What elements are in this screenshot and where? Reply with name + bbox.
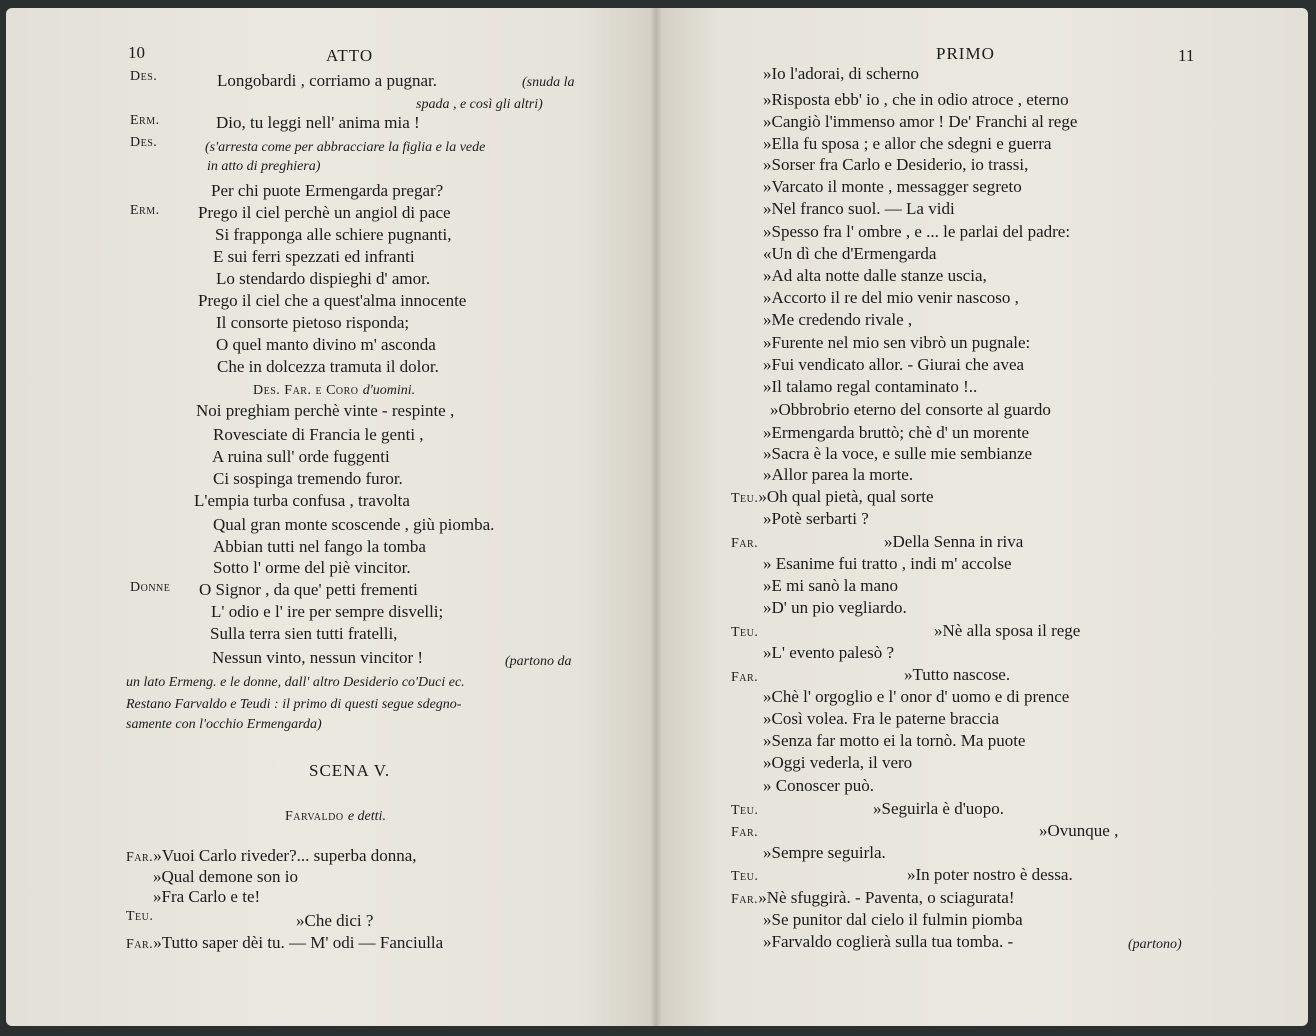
verse-line bbox=[763, 376, 977, 398]
verse-line bbox=[763, 133, 1051, 155]
verse-line bbox=[763, 154, 1028, 176]
verse-text: Cangiò l'immenso amor ! De' Franchi al rege bbox=[771, 112, 1078, 131]
verse-line bbox=[763, 708, 999, 730]
verse-line bbox=[763, 775, 874, 797]
verse-line: Nessun vinto, nessun vincitor ! bbox=[212, 648, 424, 667]
quote-mark: » bbox=[758, 487, 767, 506]
verse-text: Sacra è la voce, e sulle mie sembianze bbox=[771, 444, 1033, 463]
speaker: Erm. bbox=[130, 113, 160, 128]
verse-line: O quel manto divino m' asconda bbox=[216, 335, 436, 354]
speaker: Teu. bbox=[126, 909, 154, 924]
verse-line: Sulla terra sien tutti fratelli, bbox=[210, 624, 398, 643]
verse-line bbox=[763, 642, 894, 664]
quote-mark: » bbox=[763, 355, 772, 374]
quote-mark: » bbox=[763, 266, 772, 285]
verse-text: Oggi vederla, il vero bbox=[771, 753, 913, 772]
quote-mark: » bbox=[763, 509, 772, 528]
quote-mark: » bbox=[153, 887, 162, 906]
verse-text: Ad alta notte dalle stanze uscia, bbox=[771, 266, 987, 285]
verse-line: Che in dolcezza tramuta il dolor. bbox=[217, 357, 439, 376]
quote-mark: » bbox=[763, 465, 772, 484]
quote-mark: » bbox=[763, 776, 772, 795]
verse-line bbox=[763, 111, 1077, 133]
verse-text: Me credendo rivale , bbox=[771, 310, 913, 329]
verse-line: Dio, tu leggi nell' anima mia ! bbox=[216, 113, 420, 132]
verse-line: Qual gran monte scoscende , giù piomba. bbox=[213, 515, 495, 534]
quote-mark: » bbox=[770, 400, 779, 419]
verse-line: Per chi puote Ermengarda pregar? bbox=[211, 181, 444, 200]
chorus-heading-names: Des. Far. e Coro bbox=[253, 383, 359, 398]
stage-direction: (partono) bbox=[1128, 937, 1182, 952]
verse-text: Fra Carlo e te! bbox=[161, 887, 261, 906]
speaker: Far. bbox=[731, 892, 759, 907]
verse-line: Rovesciate di Francia le genti , bbox=[213, 425, 424, 444]
quote-mark: » bbox=[763, 134, 772, 153]
quote-mark: » bbox=[763, 753, 772, 772]
verse-text: Se punitor dal cielo il fulmin piomba bbox=[771, 910, 1023, 929]
verse-text: Nè sfuggirà. - Paventa, o sciagurata! bbox=[766, 888, 1015, 907]
verse-line: A ruina sull' orde fuggenti bbox=[212, 447, 390, 466]
verse-text: In poter nostro è dessa. bbox=[915, 865, 1073, 884]
quote-mark: » bbox=[763, 288, 772, 307]
verse-line: L' odio e l' ire per sempre disvelli; bbox=[211, 602, 444, 621]
speaker: Donne bbox=[130, 580, 171, 595]
verse-text: Della Senna in riva bbox=[892, 532, 1024, 551]
quote-mark: » bbox=[153, 933, 162, 952]
dialogue-line bbox=[153, 886, 260, 908]
running-head: PRIMO bbox=[936, 44, 995, 63]
quote-mark: » bbox=[763, 709, 772, 728]
verse-line: E sui ferri spezzati ed infranti bbox=[213, 247, 415, 266]
quote-mark: » bbox=[763, 199, 772, 218]
verse-line bbox=[884, 531, 1023, 553]
verse-text: Chè l' orgoglio e l' onor d' uomo e di prence bbox=[771, 687, 1070, 706]
quote-mark: » bbox=[763, 687, 772, 706]
verse-line bbox=[763, 443, 1032, 465]
quote-mark: » bbox=[763, 843, 772, 862]
quote-mark: » bbox=[763, 177, 772, 196]
dialogue-line bbox=[296, 910, 373, 932]
speaker: Teu. bbox=[731, 803, 759, 818]
verse-line bbox=[763, 553, 1012, 575]
quote-mark: » bbox=[758, 888, 767, 907]
verse-line: Lo stendardo dispieghi d' amor. bbox=[216, 269, 431, 288]
verse-line bbox=[763, 464, 913, 486]
verse-text: Conoscer può. bbox=[771, 776, 874, 795]
verse-text: Varcato il monte , messagger segreto bbox=[771, 177, 1022, 196]
verse-line bbox=[763, 597, 907, 619]
verse-line bbox=[763, 931, 1013, 953]
dialogue-line bbox=[731, 887, 1015, 911]
verse-text: Farvaldo coglierà sulla tua tomba. - bbox=[771, 932, 1014, 951]
speaker: Erm. bbox=[130, 203, 160, 218]
verse-text: Qual demone son io bbox=[161, 867, 298, 886]
quote-mark: » bbox=[763, 333, 772, 352]
verse-text: Sorser fra Carlo e Desiderio, io trassi, bbox=[771, 155, 1029, 174]
verse-line bbox=[763, 422, 1029, 444]
verse-line bbox=[763, 332, 1030, 354]
stage-direction: in atto di preghiera) bbox=[207, 159, 321, 174]
quote-mark: » bbox=[763, 90, 772, 109]
verse-text: E mi sanò la mano bbox=[771, 576, 899, 595]
verse-line bbox=[763, 730, 1025, 752]
verse-text: Nel franco suol. — La vidi bbox=[771, 199, 955, 218]
verse-text: Tutto saper dèi tu. — M' odi — Fanciulla bbox=[161, 933, 444, 952]
verse-text: Che dici ? bbox=[304, 911, 374, 930]
verse-line: Il consorte pietoso risponda; bbox=[216, 313, 410, 332]
dialogue-line bbox=[153, 866, 298, 888]
verse-line bbox=[763, 63, 919, 85]
quote-mark: » bbox=[884, 532, 893, 551]
quote-mark: » bbox=[873, 799, 882, 818]
verse-line bbox=[770, 399, 1051, 421]
verse-text: Il talamo regal contaminato !.. bbox=[771, 377, 978, 396]
chorus-heading-note: d'uomini. bbox=[362, 383, 416, 398]
quote-mark: » bbox=[763, 377, 772, 396]
verse-text: Spesso fra l' ombre , e ... le parlai del padre: bbox=[771, 222, 1071, 241]
quote-mark: » bbox=[763, 64, 772, 83]
page-number: 10 bbox=[128, 43, 145, 62]
verse-line bbox=[763, 842, 886, 864]
verse-text: Fui vendicato allor. - Giurai che avea bbox=[771, 355, 1025, 374]
stage-direction: spada , e così gli altri) bbox=[416, 97, 543, 112]
scene-cast-note: e detti. bbox=[347, 809, 386, 824]
verse-line: Prego il ciel che a quest'alma innocente bbox=[198, 291, 467, 310]
speaker: Teu. bbox=[731, 869, 759, 884]
verse-line bbox=[763, 752, 912, 774]
verse-line bbox=[763, 287, 1019, 309]
verse-text: Furente nel mio sen vibrò un pugnale: bbox=[771, 333, 1031, 352]
verse-line: Sotto l' orme del piè vincitor. bbox=[213, 558, 411, 577]
verse-line: Ci sospinga tremendo furor. bbox=[213, 469, 403, 488]
verse-text: Vuoi Carlo riveder?... superba donna, bbox=[161, 846, 417, 865]
verse-text: L' evento palesò ? bbox=[771, 643, 894, 662]
speaker: Far. bbox=[731, 670, 759, 685]
stage-direction: Restano Farvaldo e Teudi : il primo di questi segue sdegno- bbox=[126, 697, 462, 712]
verse-text: Ella fu sposa ; e allor che sdegni e guerra bbox=[771, 134, 1052, 153]
verse-text: D' un pio vegliardo. bbox=[771, 598, 907, 617]
book-gutter bbox=[650, 8, 662, 1026]
verse-text: Accorto il re del mio venir nascoso , bbox=[771, 288, 1019, 307]
speaker: Far. bbox=[126, 937, 154, 952]
speaker: Far. bbox=[731, 825, 759, 840]
speaker: Des. bbox=[130, 135, 158, 150]
speaker: Teu. bbox=[731, 625, 759, 640]
verse-text: Sempre seguirla. bbox=[771, 843, 886, 862]
scene-title: SCENA V. bbox=[309, 761, 391, 780]
verse-text: Potè serbarti ? bbox=[771, 509, 869, 528]
scene-cast bbox=[285, 804, 386, 828]
quote-mark: « bbox=[763, 244, 772, 263]
verse-line bbox=[763, 243, 936, 265]
verse-line bbox=[1039, 820, 1118, 842]
page-number: 11 bbox=[1178, 46, 1195, 65]
verse-line bbox=[763, 265, 987, 287]
verse-line bbox=[763, 354, 1024, 376]
verse-line bbox=[763, 686, 1069, 708]
verse-line: Longobardi , corriamo a pugnar. bbox=[217, 71, 437, 90]
stage-direction: (partono da bbox=[505, 654, 572, 669]
running-head: ATTO bbox=[326, 46, 374, 65]
quote-mark: » bbox=[763, 598, 772, 617]
quote-mark: » bbox=[763, 910, 772, 929]
quote-mark: » bbox=[934, 621, 943, 640]
verse-text: Nè alla sposa il rege bbox=[942, 621, 1081, 640]
quote-mark: » bbox=[907, 865, 916, 884]
verse-text: Senza far motto ei la tornò. Ma puote bbox=[771, 731, 1026, 750]
verse-text: Ermengarda bruttò; chè d' un morente bbox=[771, 423, 1029, 442]
verse-text: Allor parea la morte. bbox=[771, 465, 914, 484]
dialogue-line bbox=[126, 932, 443, 956]
verse-text: Tutto nascose. bbox=[912, 665, 1011, 684]
verse-text: Seguirla è d'uopo. bbox=[881, 799, 1005, 818]
verse-line bbox=[763, 176, 1022, 198]
quote-mark: » bbox=[763, 554, 772, 573]
verse-line: Prego il ciel perchè un angiol di pace bbox=[198, 203, 451, 222]
verse-text: Esanime fui tratto , indi m' accolse bbox=[771, 554, 1012, 573]
verse-text: Ovunque , bbox=[1047, 821, 1119, 840]
speaker: Far. bbox=[731, 536, 759, 551]
speaker: Far. bbox=[126, 850, 154, 865]
quote-mark: » bbox=[153, 867, 162, 886]
quote-mark: » bbox=[763, 643, 772, 662]
quote-mark: » bbox=[763, 310, 772, 329]
quote-mark: » bbox=[763, 576, 772, 595]
speaker: Des. bbox=[130, 69, 158, 84]
verse-line bbox=[763, 198, 955, 220]
verse-line bbox=[907, 864, 1073, 886]
scene-cast-name: Farvaldo bbox=[285, 809, 344, 824]
stage-direction: samente con l'occhio Ermengarda) bbox=[126, 717, 322, 732]
quote-mark: » bbox=[904, 665, 913, 684]
verse-text: Così volea. Fra le paterne braccia bbox=[771, 709, 1000, 728]
dialogue-line bbox=[731, 486, 934, 510]
verse-line: Abbian tutti nel fango la tomba bbox=[213, 537, 426, 556]
verse-line: Si frapponga alle schiere pugnanti, bbox=[215, 225, 452, 244]
verse-line: O Signor , da que' petti frementi bbox=[199, 580, 418, 599]
verse-line bbox=[904, 664, 1010, 686]
stage-direction: (s'arresta come per abbracciare la figlia e la vede bbox=[205, 140, 486, 155]
stage-direction: un lato Ermeng. e le donne, dall' altro Desiderio co'Duci ec. bbox=[126, 675, 465, 690]
quote-mark: » bbox=[153, 846, 162, 865]
verse-line: L'empia turba confusa , travolta bbox=[194, 491, 410, 510]
verse-line bbox=[763, 309, 912, 331]
verse-text: Risposta ebb' io , che in odio atroce , eterno bbox=[771, 90, 1069, 109]
quote-mark: » bbox=[763, 155, 772, 174]
quote-mark: » bbox=[763, 932, 772, 951]
verse-line bbox=[873, 798, 1004, 820]
quote-mark: » bbox=[763, 222, 772, 241]
verse-line bbox=[763, 575, 898, 597]
verse-text: Oh qual pietà, qual sorte bbox=[766, 487, 934, 506]
speaker: Teu. bbox=[731, 491, 759, 506]
verse-line bbox=[934, 620, 1080, 642]
verse-line bbox=[763, 909, 1023, 931]
quote-mark: » bbox=[763, 423, 772, 442]
stage-direction: (snuda la bbox=[522, 75, 575, 90]
quote-mark: » bbox=[763, 444, 772, 463]
verse-line bbox=[763, 221, 1070, 243]
verse-text: Io l'adorai, di scherno bbox=[771, 64, 920, 83]
verse-line: Noi preghiam perchè vinte - respinte , bbox=[196, 401, 455, 420]
verse-text: Obbrobrio eterno del consorte al guardo bbox=[778, 400, 1051, 419]
quote-mark: » bbox=[763, 112, 772, 131]
verse-text: Un dì che d'Ermengarda bbox=[771, 244, 937, 263]
verse-line bbox=[763, 508, 869, 530]
verse-line bbox=[763, 89, 1069, 111]
chorus-heading bbox=[253, 378, 415, 402]
quote-mark: » bbox=[296, 911, 305, 930]
quote-mark: » bbox=[763, 731, 772, 750]
quote-mark: » bbox=[1039, 821, 1048, 840]
